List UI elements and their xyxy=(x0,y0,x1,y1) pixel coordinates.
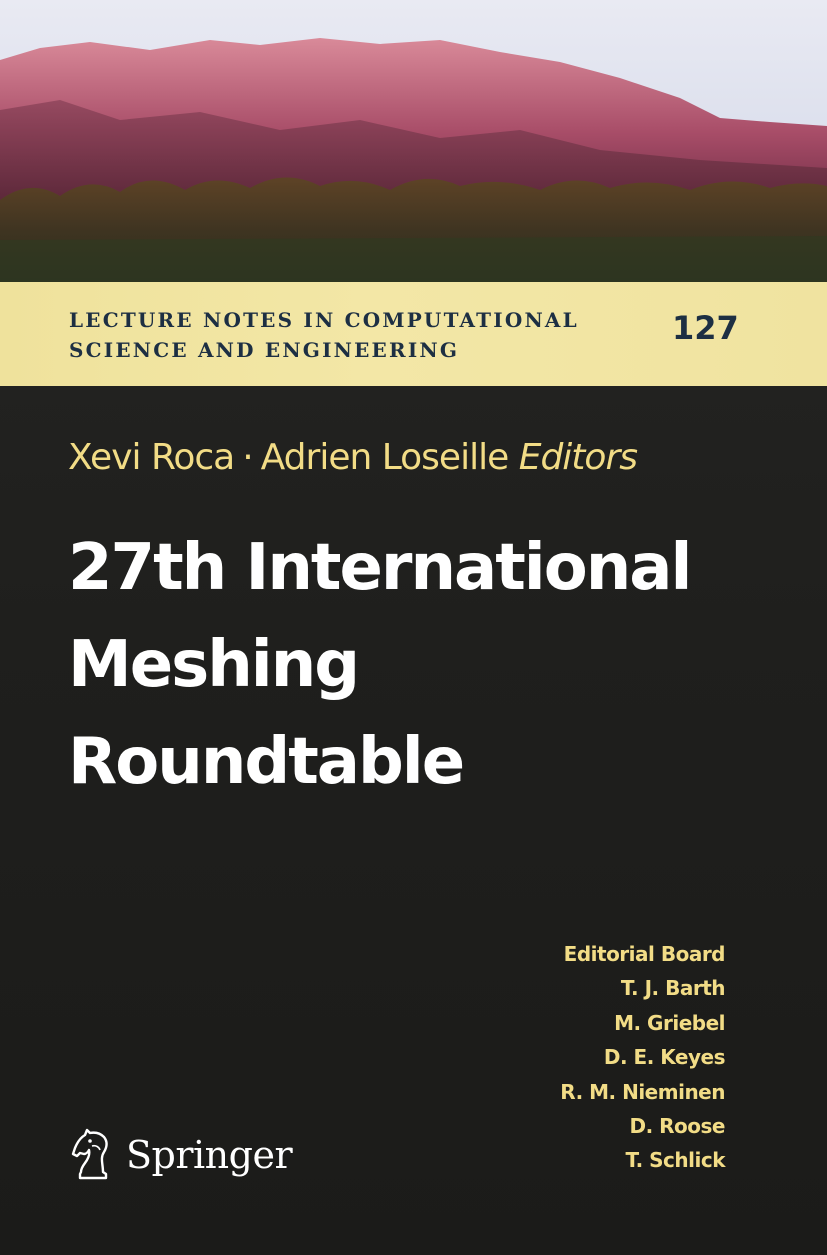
book-title-line: 27th International xyxy=(68,531,691,605)
publisher-logo xyxy=(70,1125,292,1185)
series-title: LECTURE NOTES IN COMPUTATIONAL SCIENCE AND ENGINEERING xyxy=(69,308,579,362)
editorial-board-member: T. J. Barth xyxy=(620,976,725,1001)
publisher-name: Springer xyxy=(126,1133,293,1177)
editors-role: Editors xyxy=(518,437,637,478)
editors-line xyxy=(68,437,637,478)
editorial-board-member: D. Roose xyxy=(629,1114,725,1139)
book-title xyxy=(68,520,788,811)
book-title-line: Meshing xyxy=(68,628,359,702)
series-volume-number: 127 xyxy=(672,309,739,347)
editor-name: Xevi Roca xyxy=(68,437,235,478)
editorial-board-member: R. M. Nieminen xyxy=(560,1079,725,1104)
editorial-board-member: T. Schlick xyxy=(625,1148,725,1173)
editorial-board-member: D. E. Keyes xyxy=(603,1045,725,1070)
editorial-board-member: M. Griebel xyxy=(614,1010,725,1035)
editorial-board-heading: Editorial Board xyxy=(563,942,725,966)
editor-separator: · xyxy=(242,437,253,478)
book-title-line: Roundtable xyxy=(68,725,464,799)
editorial-board xyxy=(560,937,725,1178)
editor-name: Adrien Loseille xyxy=(260,437,509,478)
cover-photo-landscape xyxy=(0,0,827,282)
chess-knight-icon xyxy=(70,1128,116,1182)
